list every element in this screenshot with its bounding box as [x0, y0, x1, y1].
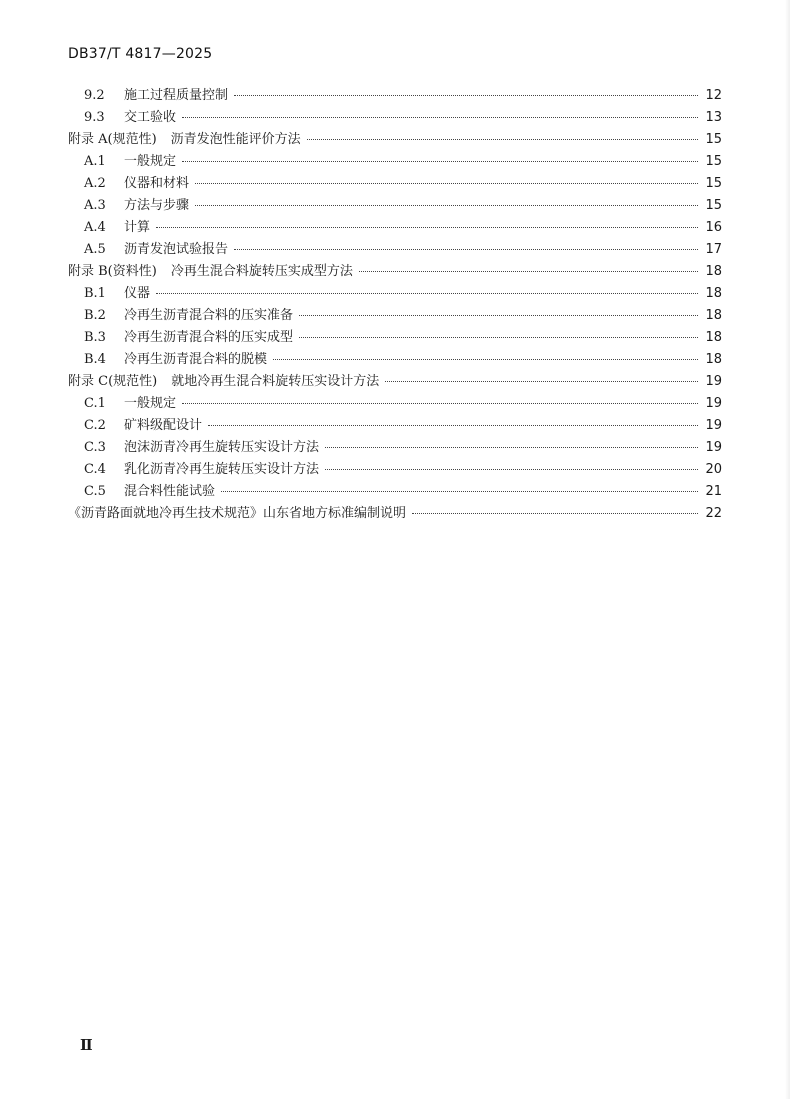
toc-dot-leader [234, 95, 698, 96]
toc-entry-page: 18 [705, 352, 722, 367]
toc-section-entry[interactable] [68, 481, 722, 503]
toc-entry-page: 19 [705, 374, 722, 389]
toc-entry-page: 19 [705, 418, 722, 433]
toc-dot-leader [221, 491, 698, 492]
toc-entry-number: 附录 B(资料性) [68, 264, 157, 279]
toc-section-entry[interactable] [68, 151, 722, 173]
toc-entry-number: C.1 [84, 396, 106, 411]
toc-entry-title: 乳化沥青冷再生旋转压实设计方法 [124, 462, 320, 477]
toc-entry-title: 冷再生沥青混合料的压实准备 [124, 308, 294, 323]
toc-section-entry[interactable] [68, 107, 722, 129]
toc-entry-number: B.4 [84, 352, 106, 367]
page-edge-shadow [785, 0, 790, 1099]
toc-entry-page: 16 [705, 220, 722, 235]
toc-dot-leader [325, 447, 698, 448]
toc-dot-leader [325, 469, 698, 470]
toc-entry-page: 15 [705, 132, 722, 147]
toc-dot-leader [234, 249, 698, 250]
toc-dot-leader [412, 513, 698, 514]
toc-entry-title: 仪器和材料 [124, 176, 190, 191]
toc-entry-number: B.3 [84, 330, 106, 345]
toc-entry-title: 就地冷再生混合料旋转压实设计方法 [171, 374, 380, 389]
toc-entry-title: 方法与步骤 [124, 198, 190, 213]
toc-entry-page: 18 [705, 308, 722, 323]
toc-section-entry[interactable] [68, 217, 722, 239]
toc-dot-leader [156, 293, 698, 294]
toc-entry-page: 18 [705, 264, 722, 279]
toc-dot-leader [307, 139, 698, 140]
toc-entry-number: B.2 [84, 308, 106, 323]
toc-appendix-entry[interactable] [68, 371, 722, 393]
toc-dot-leader [273, 359, 698, 360]
toc-entry-number: 附录 A(规范性) [68, 132, 157, 147]
toc-entry-number: C.2 [84, 418, 106, 433]
toc-entry-number: C.3 [84, 440, 106, 455]
toc-section-entry[interactable] [68, 85, 722, 107]
toc-entry-title: 冷再生沥青混合料的压实成型 [124, 330, 294, 345]
toc-entry-title: 一般规定 [124, 396, 177, 411]
standard-number-header: DB37/T 4817—2025 [68, 46, 213, 62]
toc-entry-page: 19 [705, 396, 722, 411]
toc-section-entry[interactable] [68, 393, 722, 415]
toc-appendix-entry[interactable] [68, 261, 722, 283]
toc-section-entry[interactable] [68, 415, 722, 437]
toc-entry-number: A.3 [84, 198, 106, 213]
toc-dot-leader [195, 205, 698, 206]
toc-entry-number: 9.3 [84, 110, 105, 125]
toc-dot-leader [195, 183, 698, 184]
toc-entry-page: 15 [705, 154, 722, 169]
toc-dot-leader [208, 425, 698, 426]
toc-entry-title: 冷再生混合料旋转压实成型方法 [170, 264, 353, 279]
toc-entry-title: 交工验收 [124, 110, 177, 125]
toc-section-entry[interactable] [68, 437, 722, 459]
toc-dot-leader [182, 117, 698, 118]
toc-appendix-entry[interactable] [68, 503, 722, 525]
toc-dot-leader [156, 227, 698, 228]
toc-dot-leader [182, 403, 698, 404]
toc-dot-leader [359, 271, 698, 272]
toc-entry-page: 18 [705, 330, 722, 345]
toc-entry-title: 混合料性能试验 [124, 484, 216, 499]
toc-dot-leader [385, 381, 698, 382]
toc-entry-page: 17 [705, 242, 722, 257]
toc-entry-number: 9.2 [84, 88, 105, 103]
toc-entry-number: C.4 [84, 462, 106, 477]
toc-entry-number: A.5 [84, 242, 106, 257]
page-number: Ⅱ [80, 1036, 93, 1054]
toc-entry-title: 计算 [124, 220, 151, 235]
toc-entry-number: 附录 C(规范性) [68, 374, 158, 389]
toc-entry-page: 19 [705, 440, 722, 455]
toc-entry-title: 《沥青路面就地冷再生技术规范》山东省地方标准编制说明 [68, 506, 407, 521]
toc-entry-number: A.2 [84, 176, 106, 191]
toc-entry-page: 15 [705, 176, 722, 191]
toc-dot-leader [182, 161, 698, 162]
toc-entry-page: 22 [705, 506, 722, 521]
toc-entry-page: 21 [705, 484, 722, 499]
toc-section-entry[interactable] [68, 305, 722, 327]
toc-section-entry[interactable] [68, 283, 722, 305]
toc-entry-number: A.4 [84, 220, 106, 235]
toc-entry-title: 沥青发泡试验报告 [124, 242, 229, 257]
toc-section-entry[interactable] [68, 327, 722, 349]
toc-entry-number: C.5 [84, 484, 106, 499]
toc-section-entry[interactable] [68, 349, 722, 371]
toc-entry-page: 15 [705, 198, 722, 213]
toc-entry-title: 沥青发泡性能评价方法 [170, 132, 301, 147]
toc-entry-title: 冷再生沥青混合料的脱模 [124, 352, 268, 367]
toc-entry-title: 仪器 [124, 286, 151, 301]
toc-section-entry[interactable] [68, 195, 722, 217]
toc-entry-number: B.1 [84, 286, 106, 301]
toc-dot-leader [299, 315, 698, 316]
toc-entry-page: 12 [705, 88, 722, 103]
table-of-contents [68, 85, 722, 525]
toc-entry-title: 一般规定 [124, 154, 177, 169]
toc-entry-title: 矿料级配设计 [124, 418, 203, 433]
toc-section-entry[interactable] [68, 239, 722, 261]
toc-entry-page: 18 [705, 286, 722, 301]
toc-appendix-entry[interactable] [68, 129, 722, 151]
toc-entry-title: 施工过程质量控制 [124, 88, 229, 103]
toc-entry-number: A.1 [84, 154, 106, 169]
toc-entry-page: 20 [705, 462, 722, 477]
toc-section-entry[interactable] [68, 173, 722, 195]
toc-dot-leader [299, 337, 698, 338]
toc-section-entry[interactable] [68, 459, 722, 481]
toc-entry-page: 13 [705, 110, 722, 125]
toc-entry-title: 泡沫沥青冷再生旋转压实设计方法 [124, 440, 320, 455]
